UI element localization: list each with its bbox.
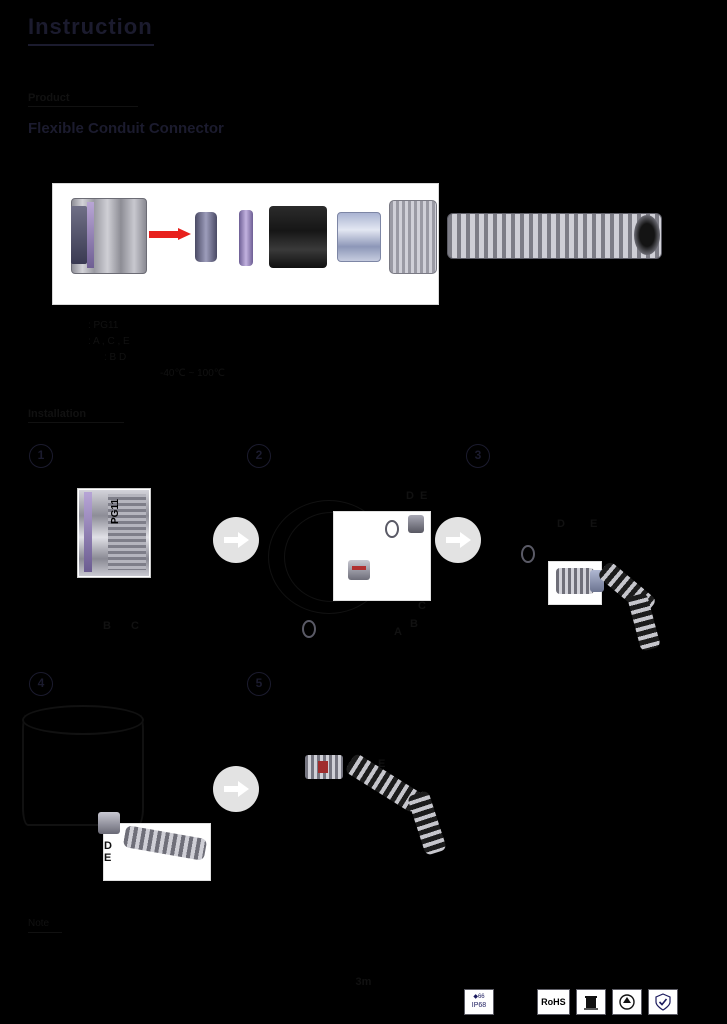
step-1-letter-c: C xyxy=(131,620,139,632)
step-3-connector xyxy=(556,568,594,594)
step-5-conduit-segment-2 xyxy=(407,790,447,856)
part-b-washer xyxy=(239,210,253,266)
conduit-open-end xyxy=(634,215,660,255)
step-1-thread-label: PG11 xyxy=(110,498,121,524)
installation-section-label: Installation xyxy=(28,408,87,420)
step-4-to-5-arrow-icon xyxy=(213,766,259,812)
crossed-bin-icon xyxy=(583,993,599,1011)
step-2-washer-icon-2 xyxy=(302,620,316,638)
flexible-conduit-figure xyxy=(447,213,660,257)
step-4-connector xyxy=(98,812,120,834)
step-5-number: 5 xyxy=(255,676,263,690)
note-label: Note xyxy=(28,918,50,929)
shield-check-icon xyxy=(654,993,672,1011)
product-section-label: Product xyxy=(28,92,70,104)
part-a-seal xyxy=(195,212,217,262)
step-2-letter-c: C xyxy=(418,600,426,612)
assembly-arrow-icon xyxy=(149,228,193,240)
step-2-letter-e: E xyxy=(420,490,428,502)
step-2-number: 2 xyxy=(255,448,263,462)
step-1-letter-b: B xyxy=(103,620,111,632)
check-mark xyxy=(648,989,678,1015)
step-2-letter-b: B xyxy=(410,618,418,630)
part-purple-ring xyxy=(87,202,94,268)
step-2-nut xyxy=(408,515,424,533)
part-d-ring xyxy=(337,212,381,262)
step-1-number: 1 xyxy=(37,448,45,462)
product-name: Flexible Conduit Connector xyxy=(28,120,224,137)
page-title: Instruction xyxy=(28,14,153,39)
title-underline xyxy=(28,44,154,46)
ip-rating-badge: ◆66 IP68 xyxy=(464,989,494,1015)
spec-thread-size: : PG11 xyxy=(88,320,119,331)
part-c-body xyxy=(269,206,327,268)
installation-section-rule xyxy=(28,422,124,423)
part-collar xyxy=(71,206,87,264)
step-1-purple-ring xyxy=(84,492,92,572)
step-2-letter-d: D xyxy=(406,490,414,502)
exploded-view-figure xyxy=(52,183,439,305)
product-section-rule xyxy=(28,106,138,107)
step-3-conduit-segment-2 xyxy=(627,592,661,651)
step-3-letter-d: D xyxy=(557,518,565,530)
recycle-icon xyxy=(618,993,636,1011)
step-4-number: 4 xyxy=(37,676,45,690)
step-5-letter-e: E xyxy=(378,758,386,770)
step-4-letter-d: D xyxy=(104,840,112,852)
step-2-seal xyxy=(352,566,366,570)
certification-marks xyxy=(464,988,678,1016)
conduit-length: 3m xyxy=(355,976,372,988)
step-4-enclosure-top xyxy=(22,705,144,735)
step-2-to-3-arrow-icon xyxy=(435,517,481,563)
step-3-washer-icon xyxy=(521,545,535,563)
spec-accessory: : B D xyxy=(104,352,127,363)
note-rule xyxy=(28,932,62,933)
step-5-seal xyxy=(318,761,328,773)
step-4-letter-e: E xyxy=(104,852,112,864)
recycle-mark xyxy=(612,989,642,1015)
step-3-number: 3 xyxy=(474,448,482,462)
step-2-letter-a: A xyxy=(394,626,402,638)
weee-mark xyxy=(576,989,606,1015)
ce-mark: C ε xyxy=(503,992,529,1011)
step-1-to-2-arrow-icon xyxy=(213,517,259,563)
conduit-body xyxy=(447,213,662,259)
spec-parts: : A , C , E xyxy=(88,336,130,347)
step-2-connector xyxy=(348,560,370,580)
part-e-nut xyxy=(389,200,437,274)
spec-temperature: -40℃ ~ 100℃ xyxy=(160,368,225,379)
step-2-washer-icon xyxy=(385,520,399,538)
step-3-letter-e: E xyxy=(590,518,598,530)
rohs-mark: RoHS xyxy=(537,989,570,1015)
